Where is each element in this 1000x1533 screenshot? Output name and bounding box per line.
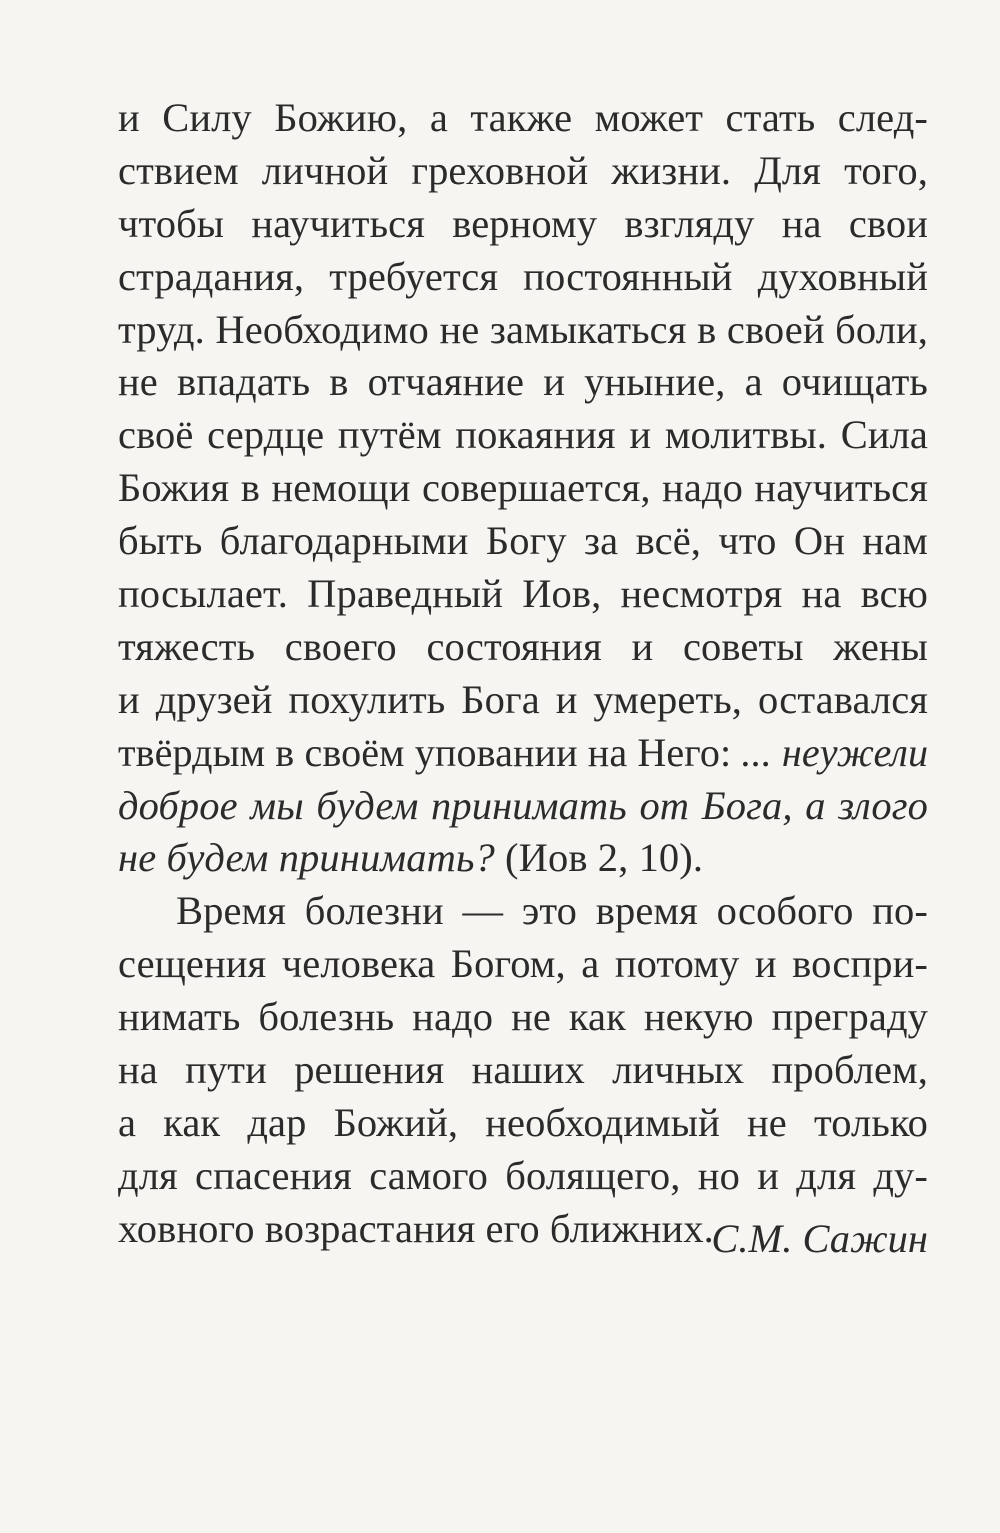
body-text <box>118 92 928 1256</box>
author-signature: С.М. Сажин <box>711 1216 928 1261</box>
scripture-quote-line: доброе мы будем принимать от Бога, а злого <box>118 782 928 828</box>
text-line: ховного возрастания его ближних. <box>118 1205 714 1251</box>
paragraph-1 <box>118 92 928 885</box>
text-line: посылает. Праведный Иов, несмотря на всю <box>118 571 928 617</box>
scripture-quote: не будем принимать? <box>118 835 495 881</box>
text-line: чтобы научиться верному взгляду на свои <box>118 200 928 246</box>
text-line: и друзей похулить Бога и умереть, оставался <box>118 676 928 722</box>
text-line: нимать болезнь надо не как некую преграду <box>118 994 928 1040</box>
text-line-with-quote-start <box>118 727 928 780</box>
text-line: быть благодарными Богу за всё, что Он нам <box>118 518 928 564</box>
text-line: страдания, требуется постоянный духовный <box>118 253 928 299</box>
text-line: на пути решения наших личных проблем, <box>118 1047 928 1093</box>
scripture-quote: ... неужели <box>741 729 929 775</box>
text-line: ствием личной греховной жизни. Для того, <box>118 147 928 193</box>
text-line: тяжесть своего состояния и советы жены <box>118 623 928 669</box>
text-line-with-reference <box>118 832 928 885</box>
scripture-reference: (Иов 2, 10). <box>494 835 704 881</box>
text-line: сещения человека Богом, а потому и воспри- <box>118 941 928 987</box>
text-line: не впадать в отчаяние и уныние, а очищать <box>118 359 928 405</box>
text-regular: твёрдым в своём уповании на Него: <box>118 729 742 775</box>
paragraph-2 <box>118 885 928 1255</box>
text-line: для спасения самого болящего, но и для ду- <box>118 1152 928 1198</box>
text-line: Время болезни — это время особого по- <box>176 888 928 934</box>
text-line: Божия в немощи совершается, надо научиться <box>118 465 928 511</box>
text-line: а как дар Божий, необходимый не только <box>118 1099 928 1145</box>
text-line: и Силу Божию, а также может стать след- <box>118 95 928 140</box>
text-line: своё сердце путём покаяния и молитвы. Сила <box>118 412 928 458</box>
text-line: труд. Необходимо не замыкаться в своей боли, <box>118 306 928 352</box>
